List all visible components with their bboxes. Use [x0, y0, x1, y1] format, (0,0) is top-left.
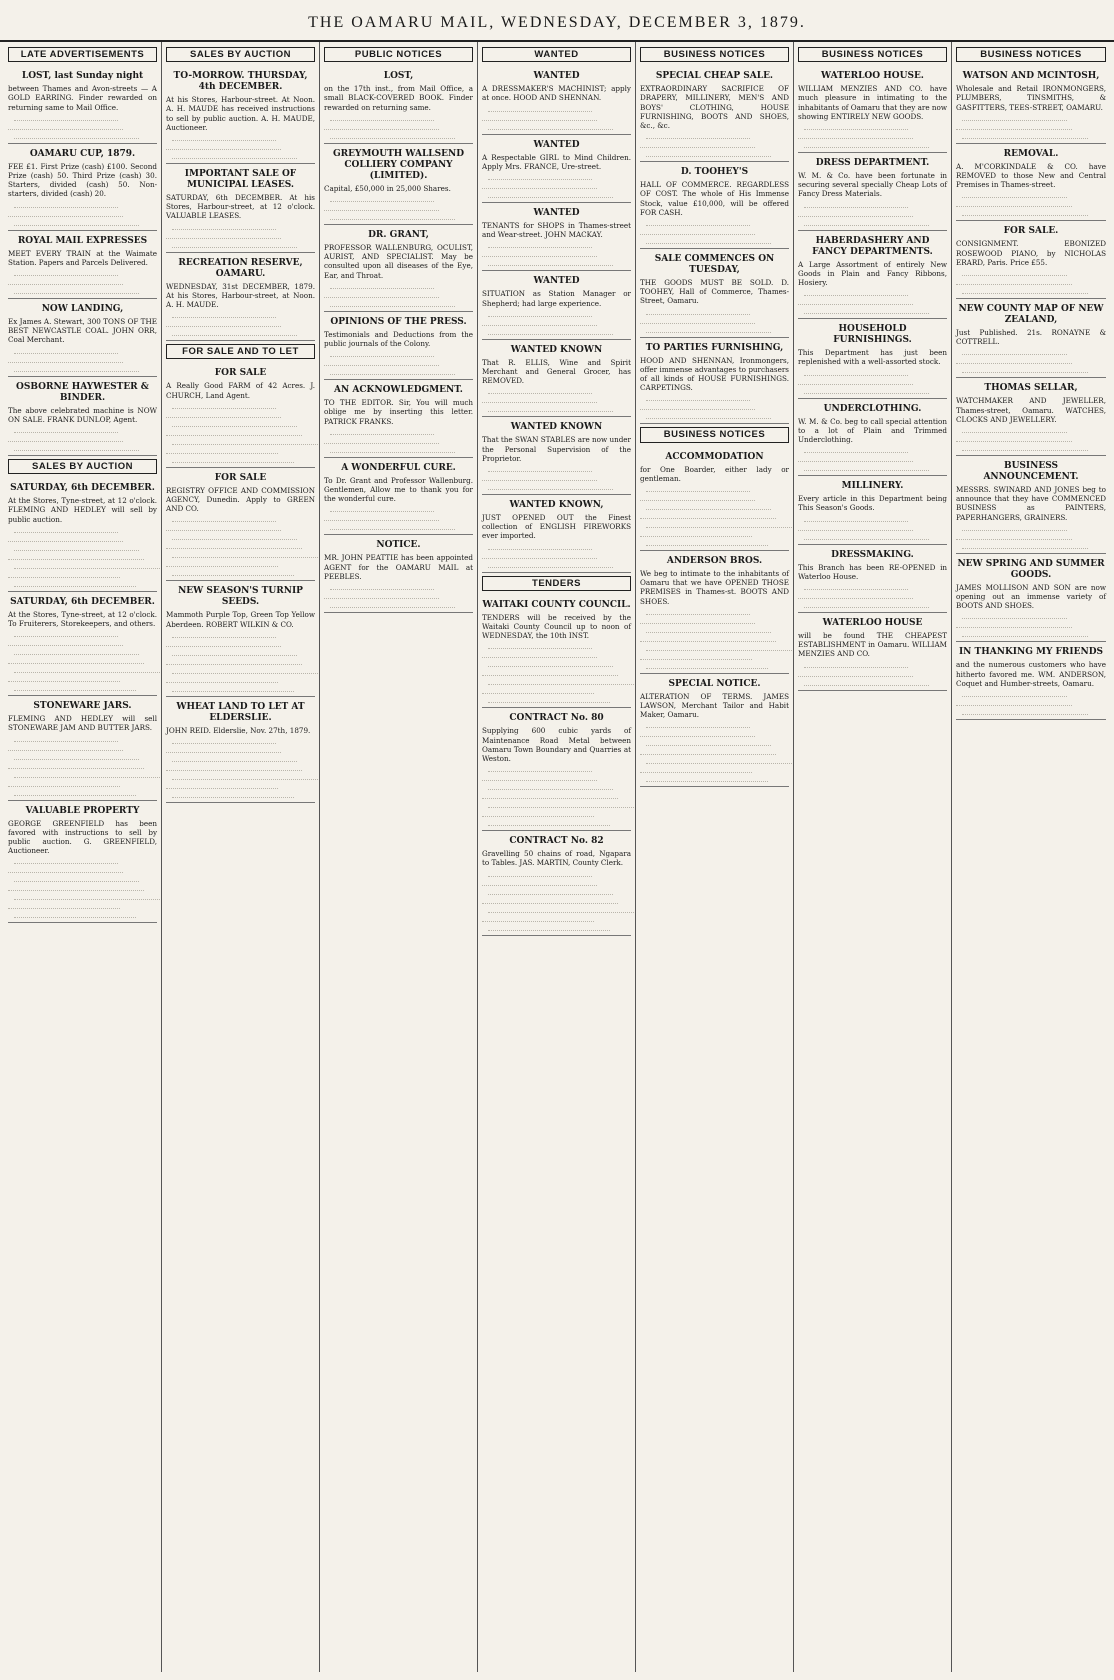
advertisement [166, 581, 315, 696]
ad-body: A Really Good FARM of 42 Acres. J. CHURCH, Land Agent. [166, 381, 315, 400]
ad-heading: ACCOMMODATION [665, 451, 764, 462]
advertisement [798, 613, 947, 691]
print-texture [8, 424, 157, 451]
ad-body: Testimonials and Deductions from the public journals of the Colony. [324, 329, 473, 349]
ad-heading: DR. GRANT, [368, 230, 429, 241]
advertisement [640, 551, 789, 674]
ad-heading: SALE COMMENCES ON TUESDAY, [654, 254, 775, 276]
ad-body: WATCHMAKER AND JEWELLER, Thames-street, Oamaru. WATCHES, CLOCKS AND JEWELLERY. [956, 396, 1106, 424]
ad-body: THE GOODS MUST BE SOLD. D. TOOHEY, Hall of Commerce, Thames-Street, Oamaru. [640, 278, 789, 306]
advertisement [324, 458, 473, 536]
advertisement [324, 380, 473, 458]
ad-heading: NEW COUNTY MAP OF NEW ZEALAND, [958, 304, 1104, 326]
column [4, 42, 162, 1672]
ad-body: FEE £1. First Prize (cash) £100. Second Prize (cash) 50. Third Prize (cash) 30. Starters, divided (cash) 50. Non-starters, divided (cash) 20. [8, 161, 157, 199]
ad-heading: NEW SPRING AND SUMMER GOODS. [957, 558, 1105, 580]
print-texture [324, 348, 473, 375]
ad-heading: WAITAKI COUNTY COUNCIL. [482, 599, 631, 610]
print-texture [482, 103, 631, 130]
advertisement [166, 697, 315, 803]
ad-heading: FOR SALE [214, 368, 267, 379]
ad-body: That R. ELLIS, Wine and Spirit Merchant and General Grocer, has REMOVED. [482, 357, 631, 386]
print-texture [166, 221, 315, 248]
ad-heading: CONTRACT No. 80 [509, 713, 604, 724]
ad-heading: THOMAS SELLAR, [984, 383, 1078, 394]
print-texture [166, 132, 315, 159]
ad-body: HOOD AND SHENNAN, Ironmongers, offer immense advantages to purchasers of all kinds of HOUSE FURNISHINGS. CARPETINGS. [640, 355, 789, 393]
print-texture [798, 287, 947, 314]
ad-heading: OAMARU CUP, 1879. [29, 148, 136, 159]
ad-heading: ROYAL MAIL EXPRESSES [17, 235, 148, 246]
advertisement [166, 468, 315, 582]
print-texture [640, 483, 789, 546]
print-texture [8, 733, 157, 796]
section-header: BUSINESS NOTICES [798, 47, 947, 62]
advertisement [8, 696, 157, 800]
advertisement [482, 595, 631, 709]
ad-heading: WANTED [533, 71, 580, 82]
section-header: TENDERS [482, 576, 631, 591]
masthead [0, 0, 1114, 42]
advertisement [956, 66, 1106, 144]
print-texture [482, 308, 631, 335]
columns-grid [4, 42, 1110, 1672]
column [952, 42, 1110, 1672]
advertisement [166, 253, 315, 342]
ad-body: TO THE EDITOR. Sir, You will much oblige me by inserting this letter. PATRICK FRANKS. [324, 398, 473, 426]
ad-heading: OSBORNE HAYWESTER & BINDER. [16, 381, 149, 403]
ad-heading: CONTRACT No. 82 [509, 836, 604, 847]
ad-heading: REMOVAL. [1003, 148, 1059, 159]
ad-heading: WANTED [533, 208, 580, 219]
print-texture [166, 735, 315, 798]
ad-body: TENDERS will be received by the Waitaki County Council up to noon of WEDNESDAY, the 10th INST. [482, 612, 631, 641]
ad-body: Wholesale and Retail IRONMONGERS, PLUMBERS, TINSMITHS, & GASFITTERS, TEES-STREET, OAMARU. [956, 84, 1106, 112]
print-texture [956, 522, 1106, 549]
ad-heading: TO PARTIES FURNISHING, [645, 342, 784, 353]
print-texture [324, 280, 473, 307]
advertisement [482, 340, 631, 418]
advertisement [956, 299, 1106, 378]
section-header: SALES BY AUCTION [8, 459, 157, 474]
ad-body: between Thames and Avon-streets — A GOLD EARRING. Finder rewarded on returning same to Mail Office. [8, 84, 157, 112]
print-texture [640, 606, 789, 669]
masthead-title: THE OAMARU MAIL, WEDNESDAY, DECEMBER 3, 1879. [308, 14, 806, 31]
ad-heading: STONEWARE JARS. [33, 701, 132, 712]
print-texture [956, 346, 1106, 373]
print-texture [798, 121, 947, 148]
advertisement [324, 312, 473, 380]
advertisement [956, 456, 1106, 554]
advertisement [640, 674, 789, 788]
ad-heading: TO-MORROW. THURSDAY, 4th DECEMBER. [173, 71, 308, 93]
ad-heading: SPECIAL NOTICE. [668, 678, 761, 689]
ad-body: SITUATION as Station Manager or Shepherd; had large experience. [482, 289, 631, 308]
print-texture [324, 112, 473, 139]
ad-heading: NEW SEASON'S TURNIP SEEDS. [178, 586, 303, 608]
ad-heading: LOST, last Sunday night [21, 71, 144, 82]
ad-body: Gravelling 50 chains of road, Ngapara to Tables. JAS. MARTIN, County Clerk. [482, 849, 631, 868]
ad-heading: ANDERSON BROS. [666, 556, 763, 567]
advertisement [482, 135, 631, 203]
ad-body: At the Stores, Tyne-street, at 12 o'clock. To Fruiterers, Storekeepers, and others. [8, 609, 157, 629]
ad-body: WILLIAM MENZIES AND CO. have much pleasure in intimating to the inhabitants of Oamaru that they are now showing ENTIRELY NEW GOODS. [798, 84, 947, 121]
ad-body: This Branch has been RE-OPENED in Waterloo House. [798, 562, 947, 581]
ad-body: JUST OPENED OUT the Finest collection of ENGLISH FIREWORKS ever imported. [482, 513, 631, 541]
print-texture [482, 385, 631, 412]
ad-heading: WANTED [533, 139, 580, 150]
ad-heading: SATURDAY, 6th DECEMBER. [10, 596, 155, 607]
ad-heading: WANTED KNOWN [510, 344, 603, 355]
ad-heading: WANTED [533, 276, 580, 287]
ad-heading: WANTED KNOWN, [509, 500, 604, 511]
print-texture [956, 267, 1106, 294]
print-texture [640, 719, 789, 782]
advertisement [798, 66, 947, 153]
print-texture [798, 513, 947, 540]
print-texture [8, 524, 157, 587]
ad-body: FLEMING AND HEDLEY will sell STONEWARE JAM AND BUTTER JARS. [8, 714, 157, 733]
advertisement [798, 319, 947, 398]
advertisement [482, 271, 631, 339]
print-texture [956, 688, 1106, 715]
advertisement [640, 338, 789, 425]
ad-body: A DRESSMAKER'S MACHINIST; apply at once. HOOD AND SHENNAN. [482, 84, 631, 103]
advertisement [8, 144, 157, 231]
advertisement [482, 495, 631, 573]
print-texture [640, 306, 789, 333]
print-texture [8, 267, 157, 294]
ad-heading: VALUABLE PROPERTY [25, 805, 140, 816]
print-texture [166, 629, 315, 692]
print-texture [324, 193, 473, 220]
print-texture [8, 199, 157, 226]
print-texture [324, 426, 473, 453]
advertisement [8, 478, 157, 592]
print-texture [8, 628, 157, 691]
ad-body: Capital, £50,000 in 25,000 Shares. [324, 183, 451, 193]
print-texture [8, 855, 157, 918]
ad-body: REGISTRY OFFICE AND COMMISSION AGENCY, Dunedin. Apply to GREEN AND CO. [166, 485, 315, 514]
advertisement [640, 447, 789, 551]
ad-body: HALL OF COMMERCE. REGARDLESS OF COST. The whole of His Immense Stock, value £10,000, will be offered FOR CASH. [640, 180, 789, 217]
ad-body: Every article in this Department being This Season's Goods. [798, 494, 947, 513]
ad-body: GEORGE GREENFIELD has been favored with instructions to sell by public auction. G. GREENFIELD, Auctioneer. [8, 818, 157, 856]
ad-heading: RECREATION RESERVE, OAMARU. [178, 257, 303, 279]
advertisement [8, 231, 157, 299]
ad-heading: DRESS DEPARTMENT. [815, 158, 930, 169]
advertisement [8, 592, 157, 696]
print-texture [956, 189, 1106, 216]
print-texture [798, 199, 947, 226]
print-texture [798, 581, 947, 608]
print-texture [8, 112, 157, 139]
ad-heading: DRESSMAKING. [831, 549, 914, 560]
ad-body: That the SWAN STABLES are now under the Personal Supervision of the Proprietor. [482, 435, 631, 463]
ad-body: MESSRS. SWINARD AND JONES beg to announce that they have COMMENCED BUSINESS as PAINTERS, PAPERHANGERS, GRAINERS. [956, 485, 1106, 522]
ad-heading: HABERDASHERY AND FANCY DEPARTMENTS. [812, 235, 933, 257]
ad-body: TENANTS for SHOPS in Thames-street and Wear-street. JOHN MACKAY. [482, 221, 631, 240]
print-texture [956, 112, 1106, 139]
column [478, 42, 636, 1672]
ad-heading: FOR SALE [214, 472, 267, 483]
advertisement [956, 221, 1106, 299]
column [162, 42, 320, 1672]
print-texture [482, 868, 631, 931]
ad-body: CONSIGNMENT. EBONIZED ROSEWOOD PIANO, by NICHOLAS ERARD, Paris. Price £55. [956, 239, 1106, 267]
section-header: PUBLIC NOTICES [324, 47, 473, 62]
ad-heading: SATURDAY, 6th DECEMBER. [10, 483, 155, 494]
advertisement [8, 299, 157, 377]
advertisement [798, 545, 947, 613]
ad-heading: NOTICE. [376, 540, 421, 551]
ad-body: PROFESSOR WALLENBURG, OCULIST, AURIST, AND SPECIALIST. May be consulted upon all diseases of the Eye, Ear, and Throat. [324, 243, 473, 280]
ad-body: JOHN REID. Elderslie, Nov. 27th, 1879. [166, 725, 311, 735]
print-texture [482, 463, 631, 490]
advertisement [956, 144, 1106, 222]
column [794, 42, 952, 1672]
ad-heading: WANTED KNOWN [510, 422, 603, 433]
ad-heading: MILLINERY. [841, 481, 904, 492]
print-texture [166, 400, 315, 463]
ad-body: will be found THE CHEAPEST ESTABLISHMENT in Oamaru. WILLIAM MENZIES AND CO. [798, 631, 947, 659]
advertisement [482, 203, 631, 271]
advertisement [640, 66, 789, 162]
ad-body: At the Stores, Tyne-street, at 12 o'clock. FLEMING AND HEDLEY will sell by public auction. [8, 496, 157, 524]
ad-body: WEDNESDAY, 31st DECEMBER, 1879. At his Stores, Harbour-street, at Noon. A. H. MAUDE. [166, 281, 315, 310]
ad-heading: OPINIONS OF THE PRESS. [330, 316, 467, 327]
ad-heading: WATERLOO HOUSE [822, 618, 923, 629]
print-texture [166, 513, 315, 576]
advertisement [324, 66, 473, 144]
advertisement [640, 162, 789, 249]
section-header: BUSINESS NOTICES [956, 47, 1106, 62]
ad-heading: FOR SALE. [1003, 226, 1059, 237]
ad-heading: GREYMOUTH WALLSEND COLLIERY COMPANY (LIMITED). [333, 148, 464, 181]
print-texture [482, 763, 631, 826]
ad-body: EXTRAORDINARY SACRIFICE OF DRAPERY, MILLINERY, MEN'S AND BOYS' CLOTHING, HOUSE FURNISHING, BOOTS AND SHOES, &c., &c. [640, 84, 789, 131]
print-texture [8, 345, 157, 372]
ad-body: on the 17th inst., from Mail Office, a small BLACK-COVERED BOOK. Finder rewarded on returning same. [324, 84, 473, 112]
ad-heading: BUSINESS ANNOUNCEMENT. [983, 461, 1079, 483]
ad-body: A Respectable GIRL to Mind Children. Apply Mrs. FRANCE, Ure-street. [482, 152, 631, 171]
print-texture [166, 309, 315, 336]
section-header: FOR SALE AND TO LET [166, 344, 315, 359]
ad-heading: LOST, [383, 71, 414, 82]
ad-body: for One Boarder, either lady or gentleman. [640, 464, 789, 483]
print-texture [798, 659, 947, 686]
advertisement [956, 378, 1106, 456]
advertisement [166, 164, 315, 253]
print-texture [482, 239, 631, 266]
advertisement [482, 831, 631, 935]
advertisement [166, 66, 315, 164]
advertisement [482, 417, 631, 495]
advertisement [324, 144, 473, 225]
print-texture [482, 171, 631, 198]
ad-body: At his Stores, Harbour-street. At Noon. A. H. MAUDE has received instructions to sell by public auction. A. H. MAUDE, Auctioneer. [166, 95, 315, 132]
ad-heading: WATERLOO HOUSE. [821, 71, 924, 82]
ad-body: Ex James A. Stewart, 300 TONS OF THE BEST NEWCASTLE COAL. JOHN ORR, Coal Merchant. [8, 317, 157, 345]
advertisement [166, 363, 315, 467]
ad-heading: HOUSEHOLD FURNISHINGS. [833, 324, 912, 346]
ad-heading: UNDERCLOTHING. [823, 403, 922, 414]
ad-heading: WHEAT LAND TO LET AT ELDERSLIE. [176, 701, 305, 723]
section-header: SALES BY AUCTION [166, 47, 315, 62]
ad-heading: WATSON AND MCINTOSH, [962, 71, 1100, 82]
advertisement [956, 642, 1106, 720]
ad-heading: IN THANKING MY FRIENDS [958, 647, 1104, 658]
ad-body: Supplying 600 cubic yards of Maintenance Road Metal between Oamaru Town Boundary and Quarries at Weston. [482, 726, 631, 764]
ad-body: JAMES MOLLISON AND SON are now opening out an immense variety of BOOTS AND SHOES. [956, 582, 1106, 611]
print-texture [482, 640, 631, 703]
advertisement [8, 66, 157, 144]
ad-body: The above celebrated machine is NOW ON SALE. FRANK DUNLOP, Agent. [8, 405, 157, 424]
advertisement [482, 66, 631, 134]
column [636, 42, 794, 1672]
ad-body: ALTERATION OF TERMS. JAMES LAWSON, Merchant Tailor and Habit Maker, Oamaru. [640, 691, 789, 720]
advertisement [798, 231, 947, 320]
print-texture [956, 610, 1106, 637]
print-texture [640, 130, 789, 157]
ad-heading: AN ACKNOWLEDGMENT. [334, 385, 463, 396]
ad-body: and the numerous customers who have hitherto favored me. WM. ANDERSON, Coquet and Humber-streets, Oamaru. [956, 660, 1106, 688]
print-texture [798, 444, 947, 471]
advertisement [640, 249, 789, 338]
section-header: BUSINESS NOTICES [640, 427, 789, 442]
ad-body: MR. JOHN PEATTIE has been appointed AGENT for the OAMARU MAIL at PEEBLES. [324, 553, 473, 581]
section-header: LATE ADVERTISEMENTS [8, 47, 157, 62]
ad-body: A. M'CORKINDALE & CO. have REMOVED to those New and Central Premises in Thames-street. [956, 161, 1106, 190]
print-texture [640, 217, 789, 244]
advertisement [324, 225, 473, 312]
section-header: BUSINESS NOTICES [640, 47, 789, 62]
advertisement [798, 476, 947, 544]
ad-body: A Large Assortment of entirely New Goods in Plain and Fancy Ribbons, Hosiery. [798, 259, 947, 288]
print-texture [956, 424, 1106, 451]
ad-body: W. M. & Co. have been fortunate in securing several specially Cheap Lots of Fancy Dress Materials. [798, 171, 947, 199]
advertisement [798, 399, 947, 477]
column [320, 42, 478, 1672]
ad-heading: NOW LANDING, [41, 304, 124, 315]
ad-heading: IMPORTANT SALE OF MUNICIPAL LEASES. [184, 169, 297, 191]
ad-body: We beg to intimate to the inhabitants of Oamaru that we have OPENED THOSE PREMISES in Thames-st. BOOTS AND SHOES. [640, 569, 789, 606]
advertisement [956, 554, 1106, 643]
print-texture [324, 581, 473, 608]
ad-body: W. M. & Co. beg to call special attention to a lot of Plain and Trimmed Underclothing. [798, 416, 947, 445]
section-header: WANTED [482, 47, 631, 62]
ad-heading: SPECIAL CHEAP SALE. [655, 71, 774, 82]
ad-body: Mammoth Purple Top, Green Top Yellow Aberdeen. ROBERT WILKIN & CO. [166, 610, 315, 629]
advertisement [8, 377, 157, 456]
ad-heading: D. TOOHEY'S [680, 167, 749, 178]
print-texture [482, 541, 631, 568]
print-texture [640, 392, 789, 419]
advertisement [324, 535, 473, 613]
ad-body: To Dr. Grant and Professor Wallenburg. Gentlemen, Allow me to thank you for the wonderful cure. [324, 475, 473, 504]
print-texture [798, 367, 947, 394]
ad-body: MEET EVERY TRAIN at the Waimate Station. Papers and Parcels Delivered. [8, 248, 157, 267]
ad-body: This Department has just been replenished with a well-assorted stock. [798, 348, 947, 367]
ad-heading: A WONDERFUL CURE. [341, 462, 456, 473]
advertisement [798, 153, 947, 231]
print-texture [324, 503, 473, 530]
advertisement [8, 801, 157, 924]
ad-body: Just Published. 21s. RONAYNE & COTTRELL. [956, 328, 1106, 347]
ad-body: SATURDAY, 6th DECEMBER. At his Stores, Harbour-street, at 12 o'clock. VALUABLE LEASES. [166, 193, 315, 221]
advertisement [482, 708, 631, 831]
